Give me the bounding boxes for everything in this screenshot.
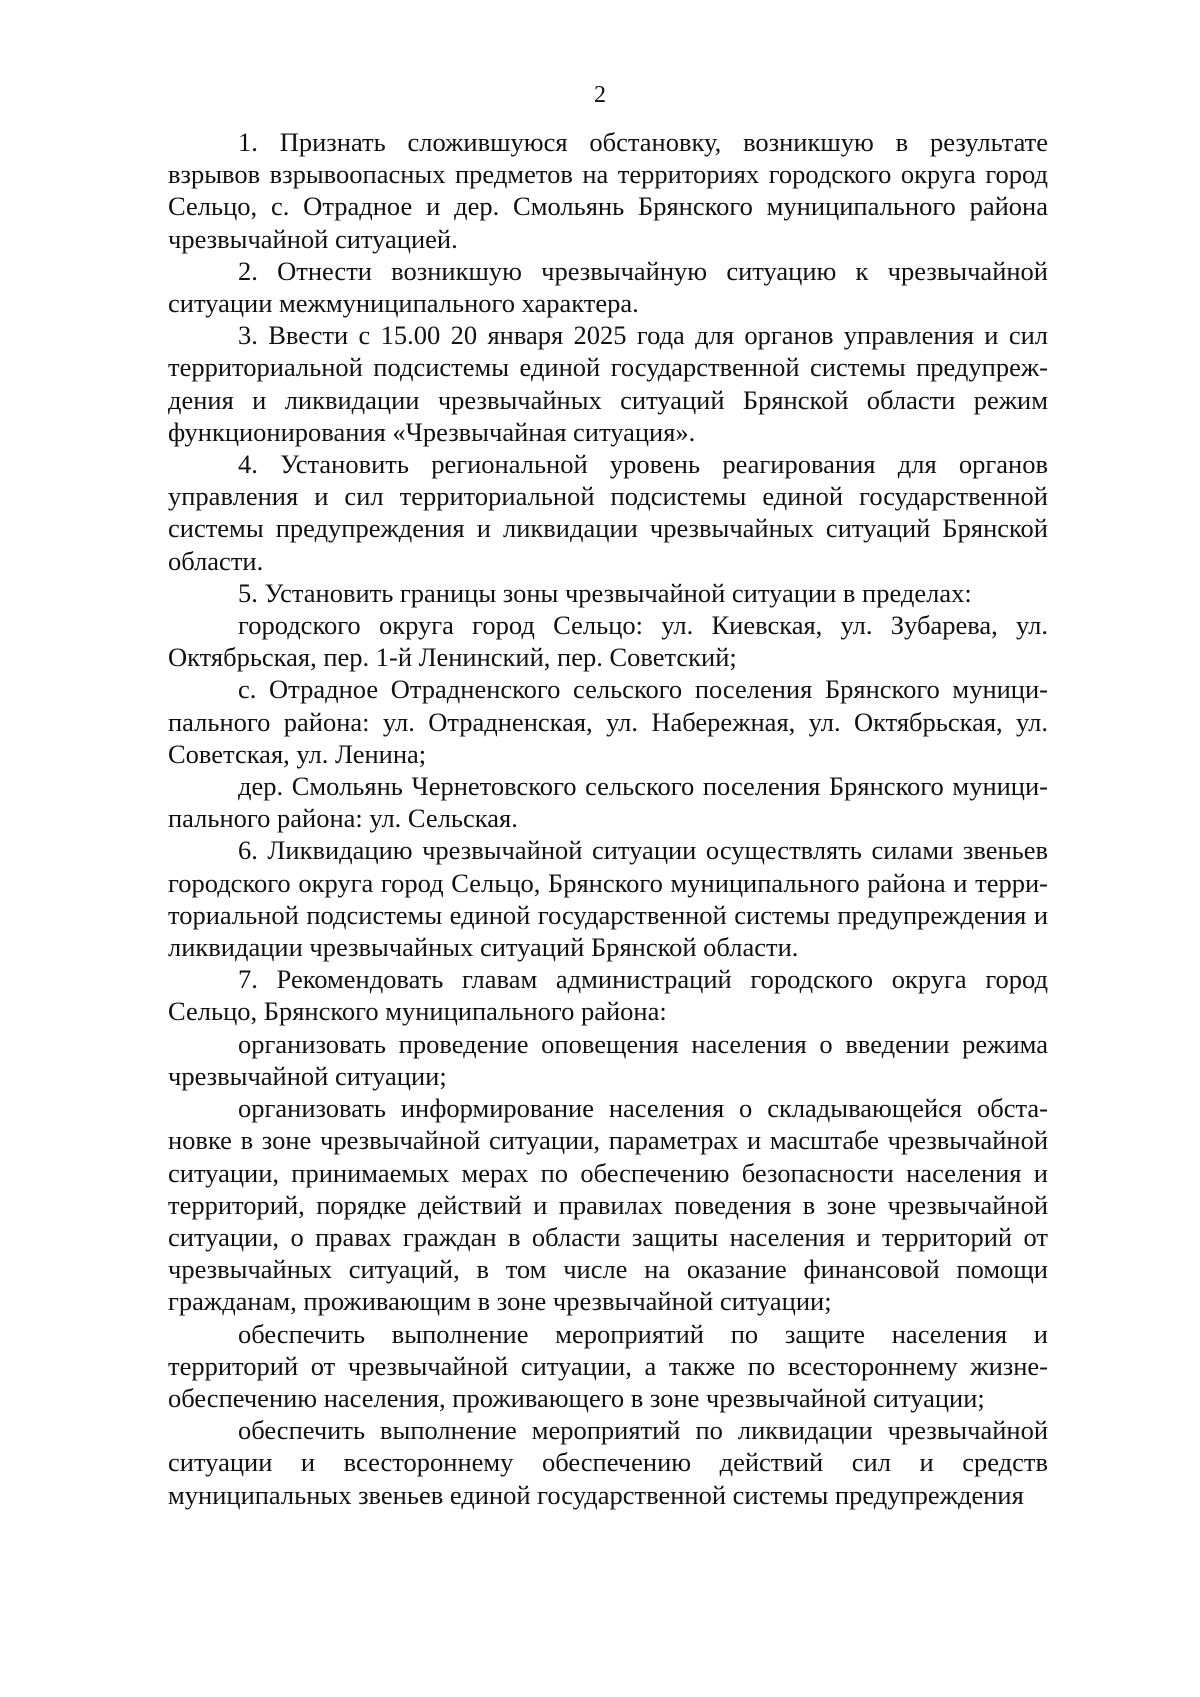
paragraph-2: 2. Отнести возникшую чрезвычайную ситуацию к чрезвычайной ситуации межмуниципального характера. [168,255,1048,319]
document-body [168,126,1048,1511]
recommendation-informing: организовать информирование населения о складывающейся обстановке в зоне чрезвычайной ситуации, параметрах и масштабе чрезвычайной ситуации, принимаемых мерах по обеспечению безопасности населения и территорий, порядке действий и правилах поведения в зоне чрезвычайной ситуации, о правах граждан в области защиты населения и территорий от чрезвычайных ситуаций, в том числе на оказание финансовой помощи гражданам, проживающим в зоне чрезвычайной ситуации; [168,1093,1048,1317]
paragraph-4: 4. Установить региональной уровень реагирования для органов управления и сил территориальной подсистемы единой государственной системы предупреждения и ликвидации чрезвычайных ситуаций Брянской области. [168,449,1048,576]
recommendation-notification: организовать проведение оповещения населения о введении режима чрезвычайной ситуации; [168,1028,1048,1091]
recommendation-protection: обеспечить выполнение мероприятий по защите населения и территорий от чрезвычайной ситуации, а также по всестороннему жизнеобеспечению населения, проживающего в зоне чрезвычайной ситуации; [168,1318,1048,1413]
zone-seltso: городского округа город Сельцо: ул. Киевская, ул. Зубарева, ул. Октябрьская, пер. 1-й Ленинский, пер. Советский; [168,610,1048,673]
paragraph-6: 6. Ликвидацию чрезвычайной ситуации осуществлять силами звеньев городского округа город Сельцо, Брянского муниципального района и территориальной подсистемы единой государственной системы предупреждения и ликвидации чрезвычайных ситуаций Брянской области. [168,835,1048,963]
recommendation-liquidation: обеспечить выполнение мероприятий по ликвидации чрезвычайной ситуации и всестороннему обеспечению действий сил и средств муниципальных звеньев единой государственной системы предупреждения [168,1415,1048,1510]
paragraph-5: 5. Установить границы зоны чрезвычайной ситуации в пределах: [238,577,972,608]
paragraph-7: 7. Рекомендовать главам администраций городского округа город Сельцо, Брянского муниципального района: [168,964,1048,1027]
paragraph-3: 3. Ввести с 15.00 20 января 2025 года для органов управления и сил территориальной подсистемы единой государственной системы предупреждения и ликвидации чрезвычайных ситуаций Брянской области режим функционирования «Чрезвычайная ситуация». [168,320,1048,447]
zone-smolyan: дер. Смольянь Чернетовского сельского поселения Брянского муниципального района: ул. Сельская. [168,771,1048,834]
zone-otradnoe: с. Отрадное Отрадненского сельского поселения Брянского муниципального района: ул. Отрадненская, ул. Набережная, ул. Октябрьская, ул. Советская, ул. Ленина; [168,674,1048,769]
page-number: 2 [594,82,606,108]
paragraph-1: 1. Признать сложившуюся обстановку, возникшую в результате взрывов взрывоопасных предметов на территориях городского округа город Сельцо, с. Отрадное и дер. Смольянь Брянского муниципального района чрезвычайной ситуацией. [168,127,1048,254]
